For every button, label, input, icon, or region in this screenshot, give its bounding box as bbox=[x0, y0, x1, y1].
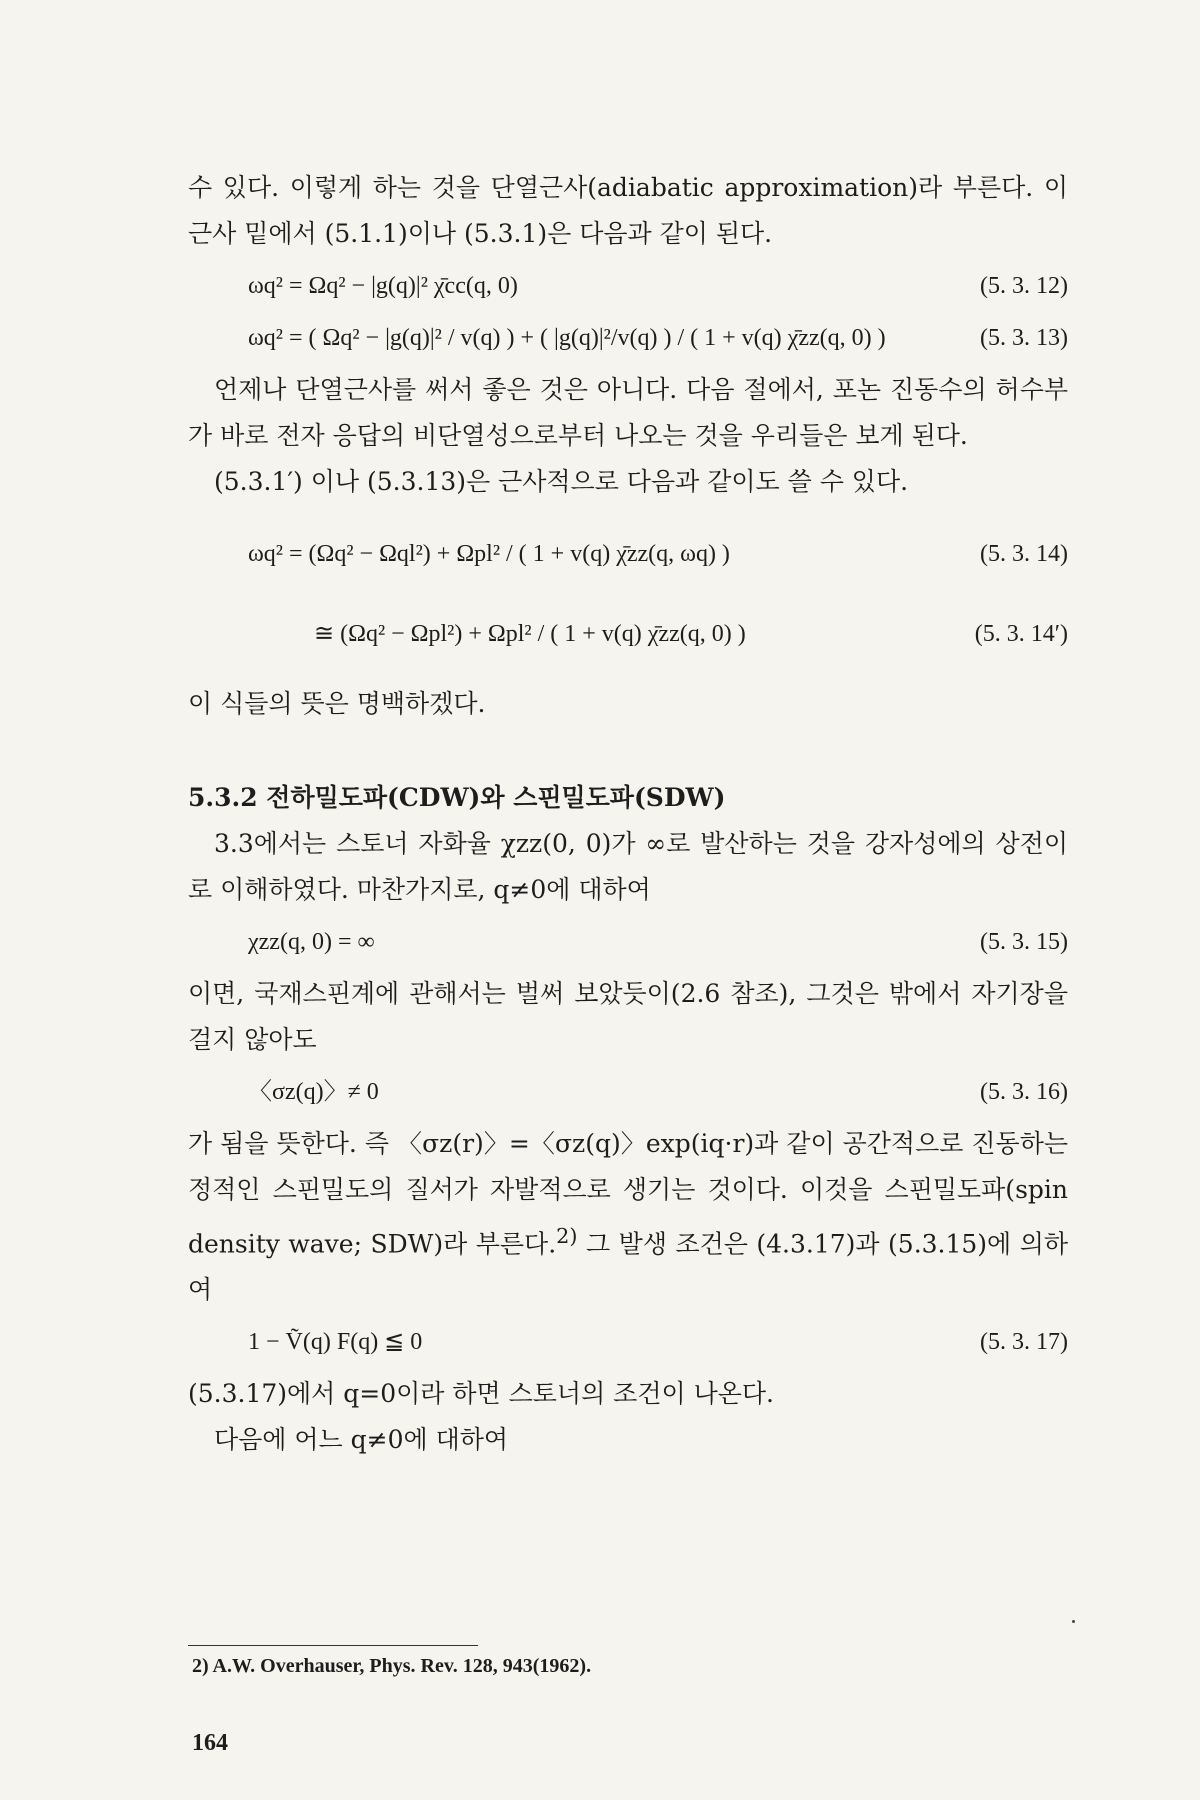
paragraph-localized-spin: 이면, 국재스핀계에 관해서는 벌써 보았듯이(2.6 참조), 그것은 밖에서 자기장을 걸지 않아도 bbox=[188, 979, 1068, 1054]
equation-5-3-14-prime bbox=[188, 601, 1068, 665]
footnote: 2) A.W. Overhauser, Phys. Rev. 128, 943(1962). bbox=[192, 1655, 592, 1677]
paragraph-stoner-condition: (5.3.17)에서 q=0이라 하면 스토너의 조건이 나온다. bbox=[188, 1379, 774, 1409]
paragraph-sdw-text: 가 됨을 뜻한다. 즉 〈σz(r)〉=〈σz(q)〉exp(iq·r)과 같이 공간적으로 진동하는 정적인 스핀밀도의 질서가 자발적으로 생기는 것이다. 이것을 스핀밀도파(spin density wave; SDW)라 부른다. bbox=[188, 1129, 1068, 1259]
equation-expression: ωq² = ( Ωq² − |g(q)|² / v(q) ) + ( |g(q)|²/v(q) ) / ( 1 + v(q) χ̄zz(q, 0) ) bbox=[248, 325, 886, 351]
equation-number: (5. 3. 15) bbox=[980, 929, 1068, 955]
equation-number: (5. 3. 16) bbox=[980, 1079, 1068, 1105]
equation-5-3-17 bbox=[188, 1319, 1068, 1365]
equation-5-3-12 bbox=[188, 263, 1068, 309]
equation-expression: 〈σz(q)〉≠ 0 bbox=[248, 1079, 379, 1105]
equation-number: (5. 3. 14′) bbox=[974, 621, 1068, 647]
equation-number: (5. 3. 14) bbox=[980, 541, 1068, 567]
footnote-reference: 2) bbox=[556, 1224, 578, 1248]
paragraph-adiabatic: 수 있다. 이렇게 하는 것을 단열근사(adiabatic approximation)라 부른다. 이 근사 밑에서 (5.1.1)이나 (5.3.1)은 다음과 같이 된다. bbox=[188, 173, 1068, 248]
equation-number: (5. 3. 12) bbox=[980, 273, 1068, 299]
equation-5-3-13 bbox=[188, 315, 1068, 361]
paragraph-next: 다음에 어느 q≠0에 대하여 bbox=[214, 1425, 509, 1455]
paragraph-stoner: 3.3에서는 스토너 자화율 χzz(0, 0)가 ∞로 발산하는 것을 강자성에의 상전이로 이해하였다. 마찬가지로, q≠0에 대하여 bbox=[188, 829, 1068, 904]
section-heading: 5.3.2 전하밀도파(CDW)와 스핀밀도파(SDW) bbox=[188, 783, 726, 812]
equation-5-3-16 bbox=[188, 1069, 1068, 1115]
equation-number: (5. 3. 17) bbox=[980, 1329, 1068, 1356]
paragraph-meaning: 이 식들의 뜻은 명백하겠다. bbox=[188, 689, 486, 718]
page-number: 164 bbox=[192, 1730, 228, 1756]
paragraph-sdw-condition: 그 발생 조건은 (4.3.17)과 (5.3.15)에 의하여 bbox=[188, 1229, 1068, 1305]
equation-number: (5. 3. 13) bbox=[980, 325, 1068, 351]
equation-expression: 1 − Ṽ(q) F(q) ≦ 0 bbox=[248, 1329, 423, 1356]
paragraph-nonadiabatic: 언제나 단열근사를 써서 좋은 것은 아니다. 다음 절에서, 포논 진동수의 허수부가 바로 전자 응답의 비단열성으로부터 나오는 것을 우리들은 보게 된다. bbox=[188, 375, 1068, 450]
paragraph-sdw bbox=[188, 1121, 1068, 1313]
paragraph-approx: (5.3.1′) 이나 (5.3.13)은 근사적으로 다음과 같이도 쓸 수 있다. bbox=[214, 467, 909, 496]
equation-5-3-15 bbox=[188, 919, 1068, 965]
equation-expression: ωq² = Ωq² − |g(q)|² χ̄cc(q, 0) bbox=[248, 273, 518, 299]
equation-expression: ≅ (Ωq² − Ωpl²) + Ωpl² / ( 1 + v(q) χ̄zz(q, 0) ) bbox=[314, 621, 746, 647]
equation-expression: χzz(q, 0) = ∞ bbox=[248, 929, 375, 955]
equation-expression: ωq² = (Ωq² − Ωql²) + Ωpl² / ( 1 + v(q) χ̄zz(q, ωq) ) bbox=[248, 541, 730, 567]
footnote-rule bbox=[188, 1645, 478, 1646]
body-text bbox=[188, 165, 1068, 1463]
speck-mark bbox=[1072, 1620, 1075, 1623]
equation-5-3-14 bbox=[188, 521, 1068, 585]
